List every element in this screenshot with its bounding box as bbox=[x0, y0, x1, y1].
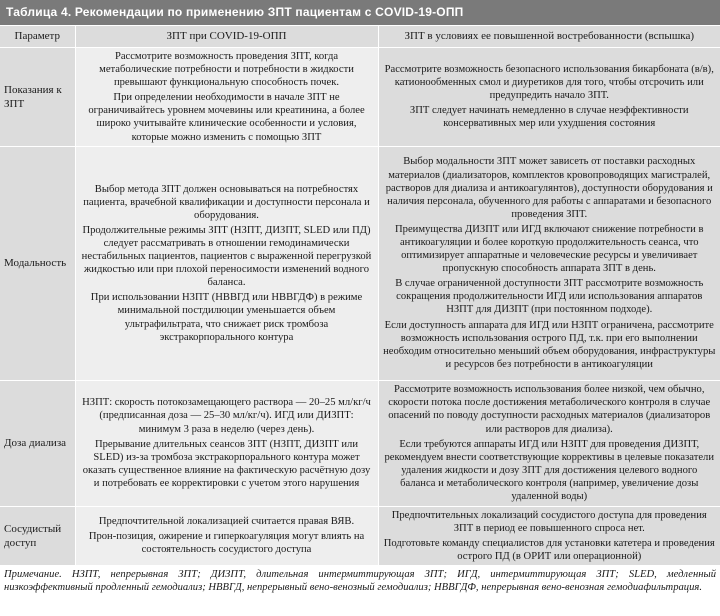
cell-surge-access bbox=[378, 506, 720, 565]
paragraph: Предпочтительных локализаций сосудистого доступа для проведения ЗПТ в период ее повышенного спроса нет. bbox=[391, 509, 707, 534]
paragraph: Продолжительные режимы ЗПТ (НЗПТ, ДИЗПТ, SLED или ПД) следует рассматривать в отношении гемодинамически нестабильных пациентов, пациентов с выраженной перегрузкой жидкостью или при плохой переносимости изменений водного баланса. bbox=[81, 224, 372, 289]
recommendations-table bbox=[0, 26, 720, 565]
header-surge: ЗПТ в условиях ее повышенной востребованности (вспышка) bbox=[378, 26, 720, 48]
row-indications bbox=[0, 48, 720, 147]
cell-surge-modality bbox=[378, 146, 720, 380]
paragraph: Выбор метода ЗПТ должен основываться на потребностях пациента, врачебной квалификации и доступности персонала и оборудования. bbox=[83, 183, 370, 221]
table-note: Примечание. НЗПТ, непрерывная ЗПТ; ДИЗПТ, длительная интермиттирующая ЗПТ; ИГД, интермиттирующая ЗПТ; SLED, медленный низкоэффективный продленный гемодиализ; НВВГД, непрерывный вено-венозный гемодиализ; НВВГДФ, непрерывная вено-венозная гемодиафильтрация. bbox=[4, 569, 716, 594]
cell-covid-indications bbox=[75, 48, 378, 147]
cell-covid-modality bbox=[75, 146, 378, 380]
paragraph: НЗПТ: скорость потокозамещающего раствора — 20–25 мл/кг/ч (предписанная доза — 25–30 мл/кг/ч). ИГД или ДИЗПТ: минимум 3 раза в неделю (через день). bbox=[82, 397, 371, 435]
row-label-dialysis-dose: Доза диализа bbox=[0, 380, 75, 506]
row-label-vascular-access: Сосудистый доступ bbox=[0, 506, 75, 565]
paragraph: ЗПТ следует начинать немедленно в случае неэффективности консервативных мер или ухудшения состояния bbox=[409, 105, 689, 130]
paragraph: Если доступность аппарата для ИГД или НЗПТ ограничена, рассмотрите возможность использования острого ПД, т.к. при его выполнении необходим относительно меньший объем оборудования, инфраструктуры и ресурсов без потребности в антикоагуляции bbox=[383, 319, 716, 370]
paragraph: Рассмотрите возможность использования более низкой, чем обычно, скорости потока после достижения метаболического контроля в случае опасений по поводу доступности расходных материалов (диализаторов или растворов для диализа). bbox=[388, 384, 711, 435]
table-title: Таблица 4. Рекомендации по применению ЗПТ пациентам с COVID-19-ОПП bbox=[0, 0, 720, 25]
row-dialysis-dose bbox=[0, 380, 720, 506]
paragraph: В случае ограниченной доступности ЗПТ рассмотрите возможность сокращения продолжительности ИГД или использования аппаратов НЗПТ для ДИЗПТ (при постоянном подходе). bbox=[395, 278, 704, 316]
paragraph: Прерывание длительных сеансов ЗПТ (НЗПТ, ДИЗПТ или SLED) из-за тромбоза экстракорпорального контура может оказать существенное влияние на фактическую расчётную дозу и потребовать ее корректировки с учетом этого нарушения bbox=[82, 438, 371, 489]
table-header-row bbox=[0, 26, 720, 48]
header-covid-aki: ЗПТ при COVID-19-ОПП bbox=[75, 26, 378, 48]
paragraph: Подготовьте команду специалистов для установки катетера и проведения острого ПД (в ОРИТ или операционной) bbox=[383, 537, 715, 562]
paragraph: Преимущества ДИЗПТ или ИГД включают снижение потребности в антикоагуляции и более короткую продолжительность сеанса, что оптимизирует аппаратные и человеческие ресурсы и увеличивает пропускную способность аппарата ЗПТ в день. bbox=[395, 223, 704, 275]
paragraph: Выбор модальности ЗПТ может зависеть от поставки расходных материалов (диализаторов, комплектов кровопроводящих магистралей, растворов для диализа и антикоагулянтов), доступности оборудования и наличия персонала, обученного для работы с аппаратами и безопасного проведения ЗПТ. bbox=[385, 156, 713, 220]
paragraph: Если требуются аппараты ИГД или НЗПТ для проведения ДИЗПТ, рекомендуем внести соответствующие коррективы в целевые показатели удаления жидкости и дозу ЗПТ для достижения целевого водного баланса и метаболического контроля (например, увеличение дозы удаленной воды) bbox=[384, 438, 715, 502]
header-parameter: Параметр bbox=[0, 26, 75, 48]
paragraph: Рассмотрите возможность проведения ЗПТ, когда метаболические потребности и потребности в жидкости превышают функциональную способность почек. bbox=[99, 51, 354, 89]
cell-covid-dose bbox=[75, 380, 378, 506]
paragraph: При использовании НЗПТ (НВВГД или НВВГДФ) в режиме минимальной постдилюции уменьшается объем ультрафильтрата, что снижает риск тромбоза экстракорпорального контура bbox=[90, 292, 363, 343]
cell-covid-access bbox=[75, 506, 378, 565]
row-vascular-access bbox=[0, 506, 720, 565]
row-modality bbox=[0, 146, 720, 380]
paragraph: Предпочтительной локализацией считается правая ВЯВ. bbox=[98, 516, 355, 528]
paragraph: Рассмотрите возможность безопасного использования бикарбоната (в/в), катионообменных смол и диуретиков для того, чтобы отсрочить или предупредить начало ЗПТ. bbox=[384, 64, 714, 102]
paragraph: При определении необходимости в начале ЗПТ не ограничивайтесь уровнем мочевины или креатинина, а более широко учитывайте клинические особенности и условия, которые можно изменить с помощью ЗПТ bbox=[88, 92, 365, 143]
cell-surge-dose bbox=[378, 380, 720, 506]
paragraph: Прон-позиция, ожирение и гиперкоагуляция могут влиять на состоятельность сосудистого доступа bbox=[88, 531, 365, 556]
row-label-indications: Показания к ЗПТ bbox=[0, 48, 75, 147]
row-label-modality: Модальность bbox=[0, 146, 75, 380]
cell-surge-indications bbox=[378, 48, 720, 147]
